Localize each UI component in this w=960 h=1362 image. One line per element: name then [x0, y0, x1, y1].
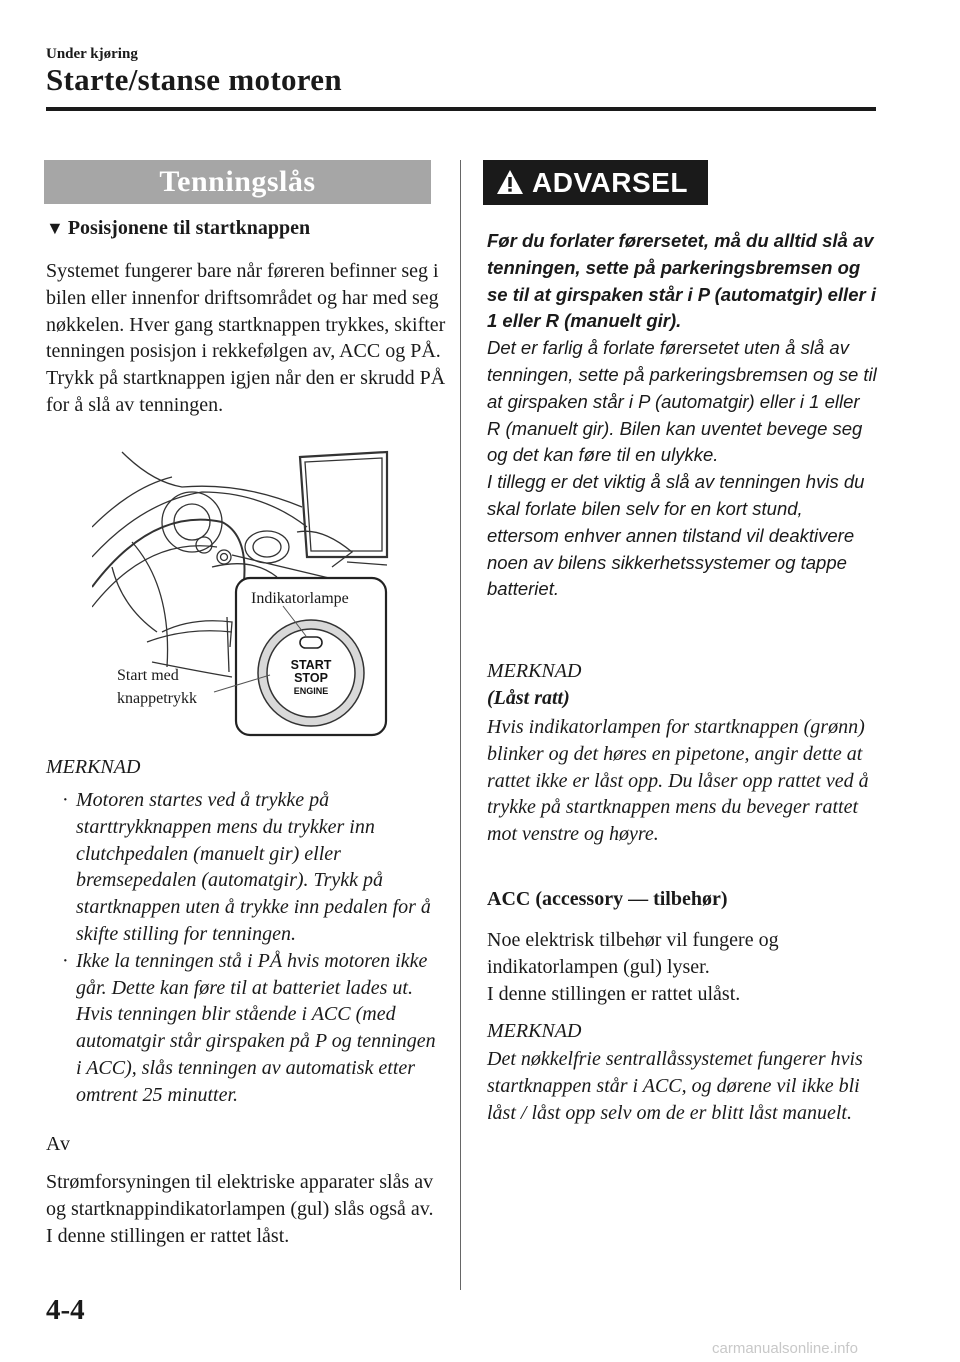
- off-body: Strømforsyningen til elektriske apparater slås av og startknappindikatorlampen (gul) slås også av.: [46, 1171, 434, 1220]
- acc-body-2: I denne stillingen er rattet ulåst.: [487, 982, 741, 1005]
- subheading: [46, 217, 310, 240]
- subheading-text: Posisjonene til startknappen: [67, 217, 311, 239]
- note-label: MERKNAD: [46, 756, 141, 778]
- indicator-lamp-label: Indikatorlampe: [251, 590, 349, 607]
- page-number: 4-4: [46, 1294, 85, 1326]
- bullet-marker: ·: [62, 789, 69, 811]
- section-banner: Tenningslås: [44, 160, 431, 204]
- off-heading: Av: [46, 1133, 71, 1155]
- warning-text-1: Det er farlig å forlate førersetet uten å slå av tenningen, sette på parkeringsbremsen og se til at girspaken står i P (automatgir) eller i 1 eller R (manuelt gir). Bilen kan uventet bevege seg og det kan føre til en ulykke.: [487, 337, 877, 466]
- chapter-label: Under kjøring: [46, 46, 138, 62]
- bullet-marker: ·: [62, 949, 69, 972]
- push-start-label-line2: knappetrykk: [117, 690, 197, 707]
- watermark: carmanualsonline.info: [712, 1340, 858, 1357]
- note-label-3: MERKNAD: [487, 1020, 582, 1042]
- acc-paragraph: [487, 927, 887, 1007]
- note-body-2: Hvis indikatorlampen for startknappen (grønn) blinker og det høres en pipetone, angir dette at rattet ikke er låst opp. Du låser opp rattet ved å trykke på startknappen mens du beveger rattet mot venstre og høyre.: [487, 716, 869, 846]
- warning-bold-text: Før du forlater førersetet, må du alltid slå av tenningen, sette på parkeringsbremsen og se til at girspaken står i P (automatgir) eller i 1 eller R (manuelt gir).: [487, 230, 876, 332]
- button-text-start: START: [290, 658, 332, 672]
- intro-paragraph: Systemet fungerer bare når føreren befinner seg i bilen eller innenfor driftsområdet og har med seg nøkkelen. Hver gang startknappen trykkes, skifter tenningen posisjon i rekkefølgen av, ACC og PÅ. Trykk på startknappen igjen når den er skrudd PÅ for å slå av tenningen.: [46, 260, 446, 416]
- page-title: Starte/stanse motoren: [46, 62, 342, 97]
- warning-triangle-icon: [496, 169, 524, 195]
- header-rule: [46, 107, 876, 111]
- button-text-engine: ENGINE: [293, 686, 329, 696]
- warning-label: ADVARSEL: [532, 167, 688, 198]
- column-divider: [460, 160, 461, 1290]
- push-start-label-line1: Start med: [117, 667, 179, 684]
- off-body-2: I denne stillingen er rattet låst.: [46, 1224, 290, 1247]
- note-label-2: MERKNAD: [487, 660, 582, 682]
- note-body-3: Det nøkkelfrie sentrallåssystemet fungerer hvis startknappen står i ACC, og dørene vil ikke bli låst / låst opp selv om de er blitt låst manuelt.: [487, 1048, 863, 1124]
- off-paragraph: [46, 1169, 446, 1249]
- list-item: [62, 787, 442, 948]
- triangle-marker-icon: ▼: [46, 218, 64, 238]
- warning-text-2: I tillegg er det viktig å slå av tenningen hvis du skal forlate bilen selv for en kort stund, ettersom enhver annen tilstand vil deaktivere noen av bilens sikkerhetssystemer og tappe batteriet.: [487, 471, 865, 600]
- push-start-label: [117, 664, 197, 710]
- note-subtitle-locked-wheel: (Låst ratt): [487, 687, 570, 709]
- button-text-stop: STOP: [294, 671, 328, 685]
- warning-label-box: [483, 160, 708, 205]
- acc-heading: ACC (accessory — tilbehør): [487, 888, 728, 910]
- acc-body: Noe elektrisk tilbehør vil fungere og indikatorlampen (gul) lyser.: [487, 929, 779, 978]
- list-item: [62, 948, 442, 1109]
- warning-body: [487, 228, 877, 603]
- bullet-text: Ikke la tenningen stå i PÅ hvis motoren ikke går. Dette kan føre til at batteriet lades ut. Hvis tenningen blir stående i ACC (med automatgir står girspaken på P og tenningen i ACC), slås tenningen av automatisk etter omtrent 25 minutter.: [76, 949, 436, 1106]
- note-bullet-list: [62, 787, 442, 1109]
- bullet-text: Motoren startes ved å trykke på starttrykknappen mens du trykker inn clutchpedalen (manuelt gir) eller bremsepedalen (automatgir). Trykk på startknappen uten å trykke inn pedalen for å skifte stilling for tenningen.: [76, 789, 431, 945]
